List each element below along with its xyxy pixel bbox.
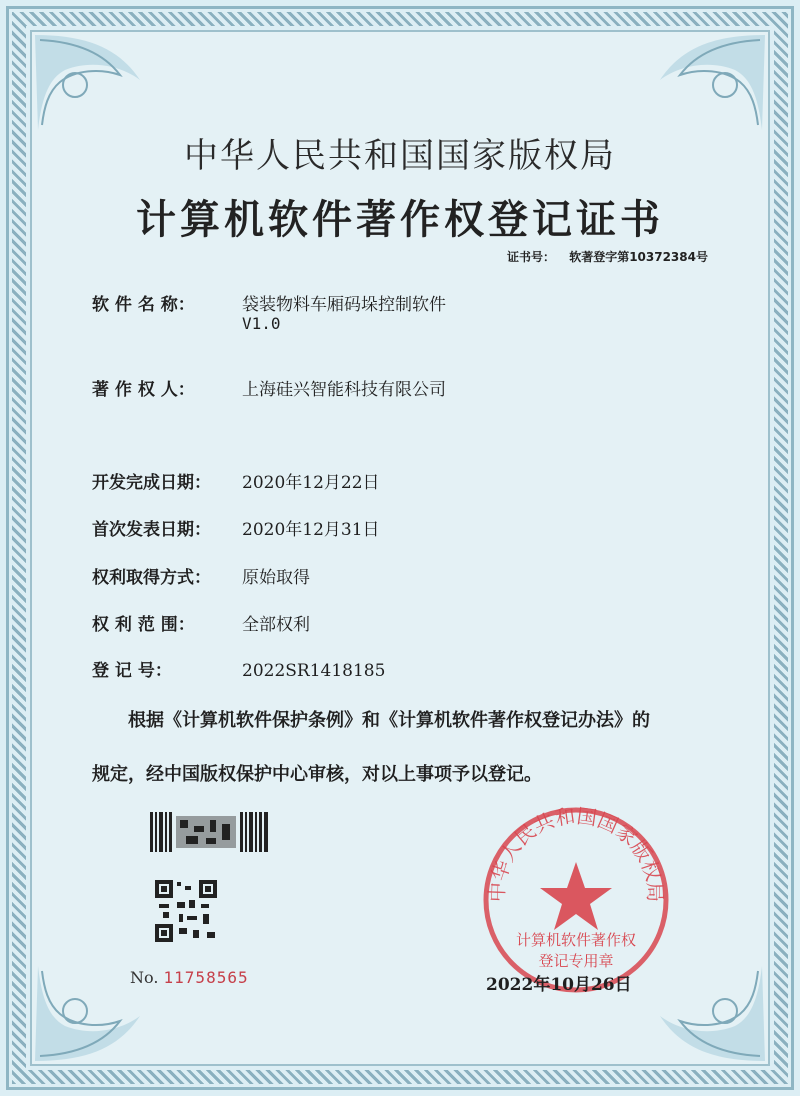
field-label: 权利取得方式： — [92, 568, 211, 588]
field-publish-date — [92, 515, 380, 540]
field-label: 首次发表日期： — [92, 520, 211, 540]
serial-number-value: 11758565 — [163, 968, 249, 987]
field-rights-scope — [92, 610, 310, 635]
field-label: 著 作 权 人： — [92, 380, 195, 400]
certificate-title: 计算机软件著作权登记证书 — [136, 196, 664, 243]
issue-date: 2022年10月26日 — [486, 975, 632, 995]
field-version: V1.0 — [242, 314, 281, 333]
qr-code-icon — [155, 880, 217, 942]
field-label: 权 利 范 围： — [92, 615, 195, 635]
seal-line-1: 计算机软件著作权 — [515, 931, 637, 949]
field-value: 2022SR1418185 — [242, 661, 386, 681]
field-value: 原始取得 — [242, 568, 310, 588]
barcode-icon — [150, 812, 268, 852]
field-completion-date — [92, 468, 380, 493]
field-copyright-owner — [92, 375, 446, 400]
field-value: 上海硅兴智能科技有限公司 — [242, 380, 446, 400]
seal-line-2: 登记专用章 — [538, 952, 614, 970]
field-acquisition-method — [92, 563, 310, 588]
field-label: 开发完成日期： — [92, 473, 211, 493]
corner-ornament-icon — [30, 30, 180, 140]
field-registration-number — [92, 656, 385, 681]
field-label: 软 件 名 称： — [92, 295, 195, 315]
certificate-number — [507, 248, 708, 265]
field-value: 2020年12月31日 — [242, 520, 380, 540]
serial-number — [130, 968, 249, 987]
field-value: 袋装物料车厢码垛控制软件 — [242, 295, 446, 315]
field-value: 2020年12月22日 — [242, 473, 380, 493]
statement-line-1: 根据《计算机软件保护条例》和《计算机软件著作权登记办法》的 — [128, 710, 650, 731]
field-label: 登 记 号： — [92, 661, 172, 681]
field-software-name — [92, 290, 446, 333]
certificate-number-value: 软著登字第10372384号 — [569, 250, 708, 264]
corner-ornament-icon — [620, 30, 770, 140]
statement — [92, 694, 732, 802]
serial-prefix: No. — [130, 968, 159, 987]
certificate-number-label: 证书号： — [506, 250, 555, 264]
statement-line-2: 规定，经中国版权保护中心审核，对以上事项予以登记。 — [92, 764, 542, 785]
seal-ring-text: 中华人民共和国国家版权局 — [484, 803, 668, 903]
field-value: 全部权利 — [242, 615, 310, 635]
issuer-title: 中华人民共和国国家版权局 — [184, 136, 616, 176]
